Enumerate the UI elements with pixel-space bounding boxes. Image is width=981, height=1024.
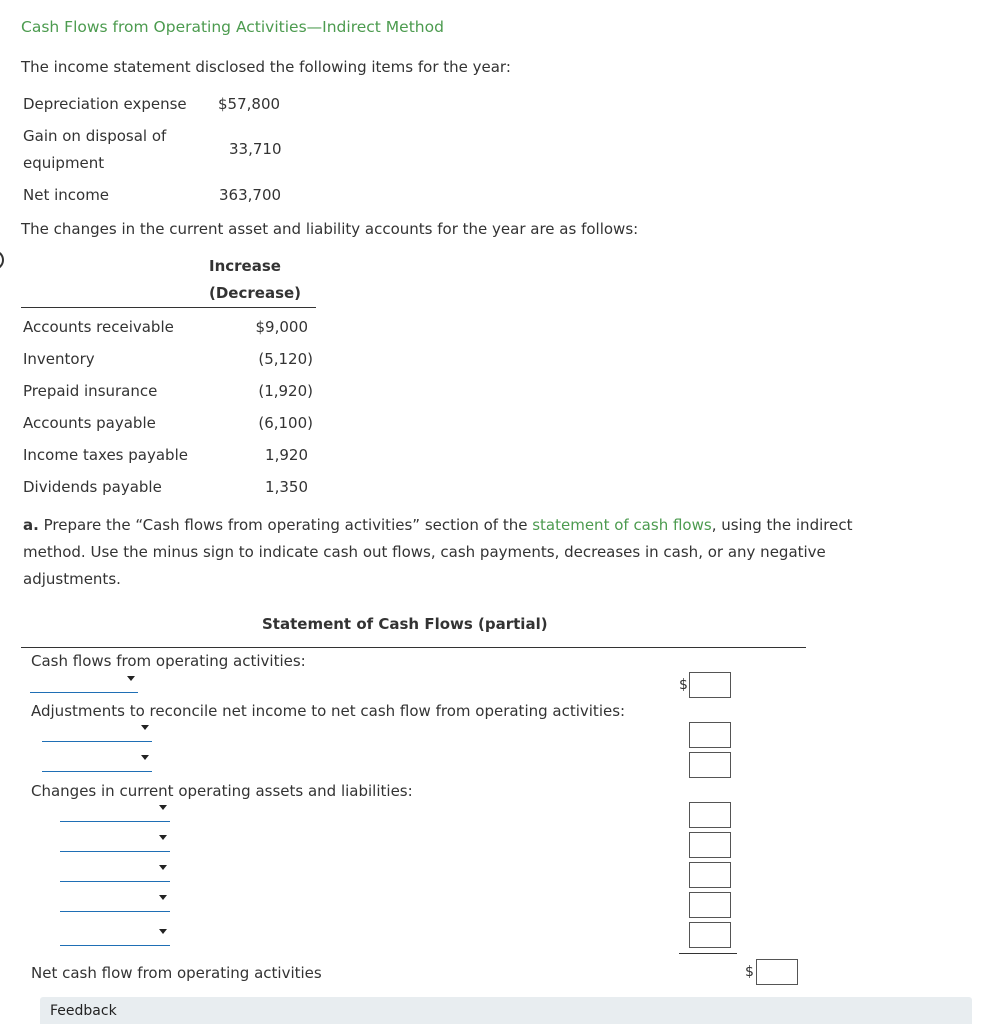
feedback-label: Feedback xyxy=(50,1003,117,1019)
statement-title: Statement of Cash Flows (partial) xyxy=(262,615,548,633)
net-income-input[interactable] xyxy=(689,672,731,698)
income-item-value: 363,700 xyxy=(219,186,282,204)
changes-section-label: Changes in current operating assets and liabilities: xyxy=(31,782,413,800)
change-input[interactable] xyxy=(689,922,731,948)
income-item-label-cont: equipment xyxy=(23,154,105,172)
adjustments-label: Adjustments to reconcile net income to net cash flow from operating activities: xyxy=(31,702,626,720)
change-input[interactable] xyxy=(689,802,731,828)
page-title: Cash Flows from Operating Activities—Indirect Method xyxy=(21,18,444,36)
chevron-down-icon xyxy=(141,725,149,730)
question-prefix: a. xyxy=(23,516,39,534)
adjustment-dropdown[interactable] xyxy=(42,750,152,772)
subtotal-rule xyxy=(679,953,737,954)
intro-text: The income statement disclosed the following items for the year: xyxy=(21,58,511,76)
adjustment-input[interactable] xyxy=(689,752,731,778)
statement-title-rule xyxy=(21,647,806,648)
chevron-down-icon xyxy=(159,805,167,810)
change-label: Dividends payable xyxy=(23,478,162,496)
chevron-down-icon xyxy=(159,895,167,900)
chevron-down-icon xyxy=(141,755,149,760)
left-edge-marker xyxy=(0,250,4,270)
changes-header-line1: Increase xyxy=(209,257,281,275)
change-label: Accounts receivable xyxy=(23,318,174,336)
change-input[interactable] xyxy=(689,892,731,918)
question-text-part: , using the indirect xyxy=(711,516,853,534)
income-item-value: 33,710 xyxy=(229,140,282,158)
net-cash-flow-input[interactable] xyxy=(756,959,798,985)
income-item-label: Gain on disposal of xyxy=(23,127,167,145)
change-value: 1,920 xyxy=(265,446,308,464)
change-value: (1,920) xyxy=(258,382,313,400)
question-text-line3: adjustments. xyxy=(23,570,121,588)
statement-of-cash-flows-link[interactable]: statement of cash flows xyxy=(532,516,712,534)
chevron-down-icon xyxy=(159,835,167,840)
change-dropdown[interactable] xyxy=(60,830,170,852)
dollar-sign: $ xyxy=(745,964,754,980)
adjustment-input[interactable] xyxy=(689,722,731,748)
chevron-down-icon xyxy=(127,676,135,681)
table-header-rule xyxy=(21,307,316,308)
change-dropdown[interactable] xyxy=(60,890,170,912)
chevron-down-icon xyxy=(159,929,167,934)
question-text xyxy=(23,516,852,534)
net-income-dropdown[interactable] xyxy=(30,671,138,693)
changes-header-line2: (Decrease) xyxy=(209,284,302,302)
operating-section-label: Cash flows from operating activities: xyxy=(31,652,306,670)
change-label: Inventory xyxy=(23,350,95,368)
change-input[interactable] xyxy=(689,862,731,888)
change-input[interactable] xyxy=(689,832,731,858)
change-value: $9,000 xyxy=(255,318,308,336)
adjustment-dropdown[interactable] xyxy=(42,720,152,742)
intro-text-2: The changes in the current asset and liability accounts for the year are as follows: xyxy=(21,220,639,238)
chevron-down-icon xyxy=(159,865,167,870)
change-dropdown[interactable] xyxy=(60,860,170,882)
change-dropdown[interactable] xyxy=(60,924,170,946)
income-item-label: Net income xyxy=(23,186,110,204)
income-item-label: Depreciation expense xyxy=(23,95,187,113)
question-text-line2: method. Use the minus sign to indicate cash out flows, cash payments, decreases in cash, or any negative xyxy=(23,543,826,561)
income-item-value: $57,800 xyxy=(218,95,281,113)
feedback-panel[interactable] xyxy=(40,997,972,1024)
question-text-part: Prepare the “Cash flows from operating activities” section of the xyxy=(38,516,533,534)
change-label: Prepaid insurance xyxy=(23,382,158,400)
change-value: (6,100) xyxy=(258,414,313,432)
change-label: Accounts payable xyxy=(23,414,156,432)
change-dropdown[interactable] xyxy=(60,800,170,822)
net-cash-flow-label: Net cash flow from operating activities xyxy=(31,964,322,982)
change-value: (5,120) xyxy=(258,350,313,368)
change-value: 1,350 xyxy=(265,478,308,496)
dollar-sign: $ xyxy=(679,677,688,693)
change-label: Income taxes payable xyxy=(23,446,188,464)
